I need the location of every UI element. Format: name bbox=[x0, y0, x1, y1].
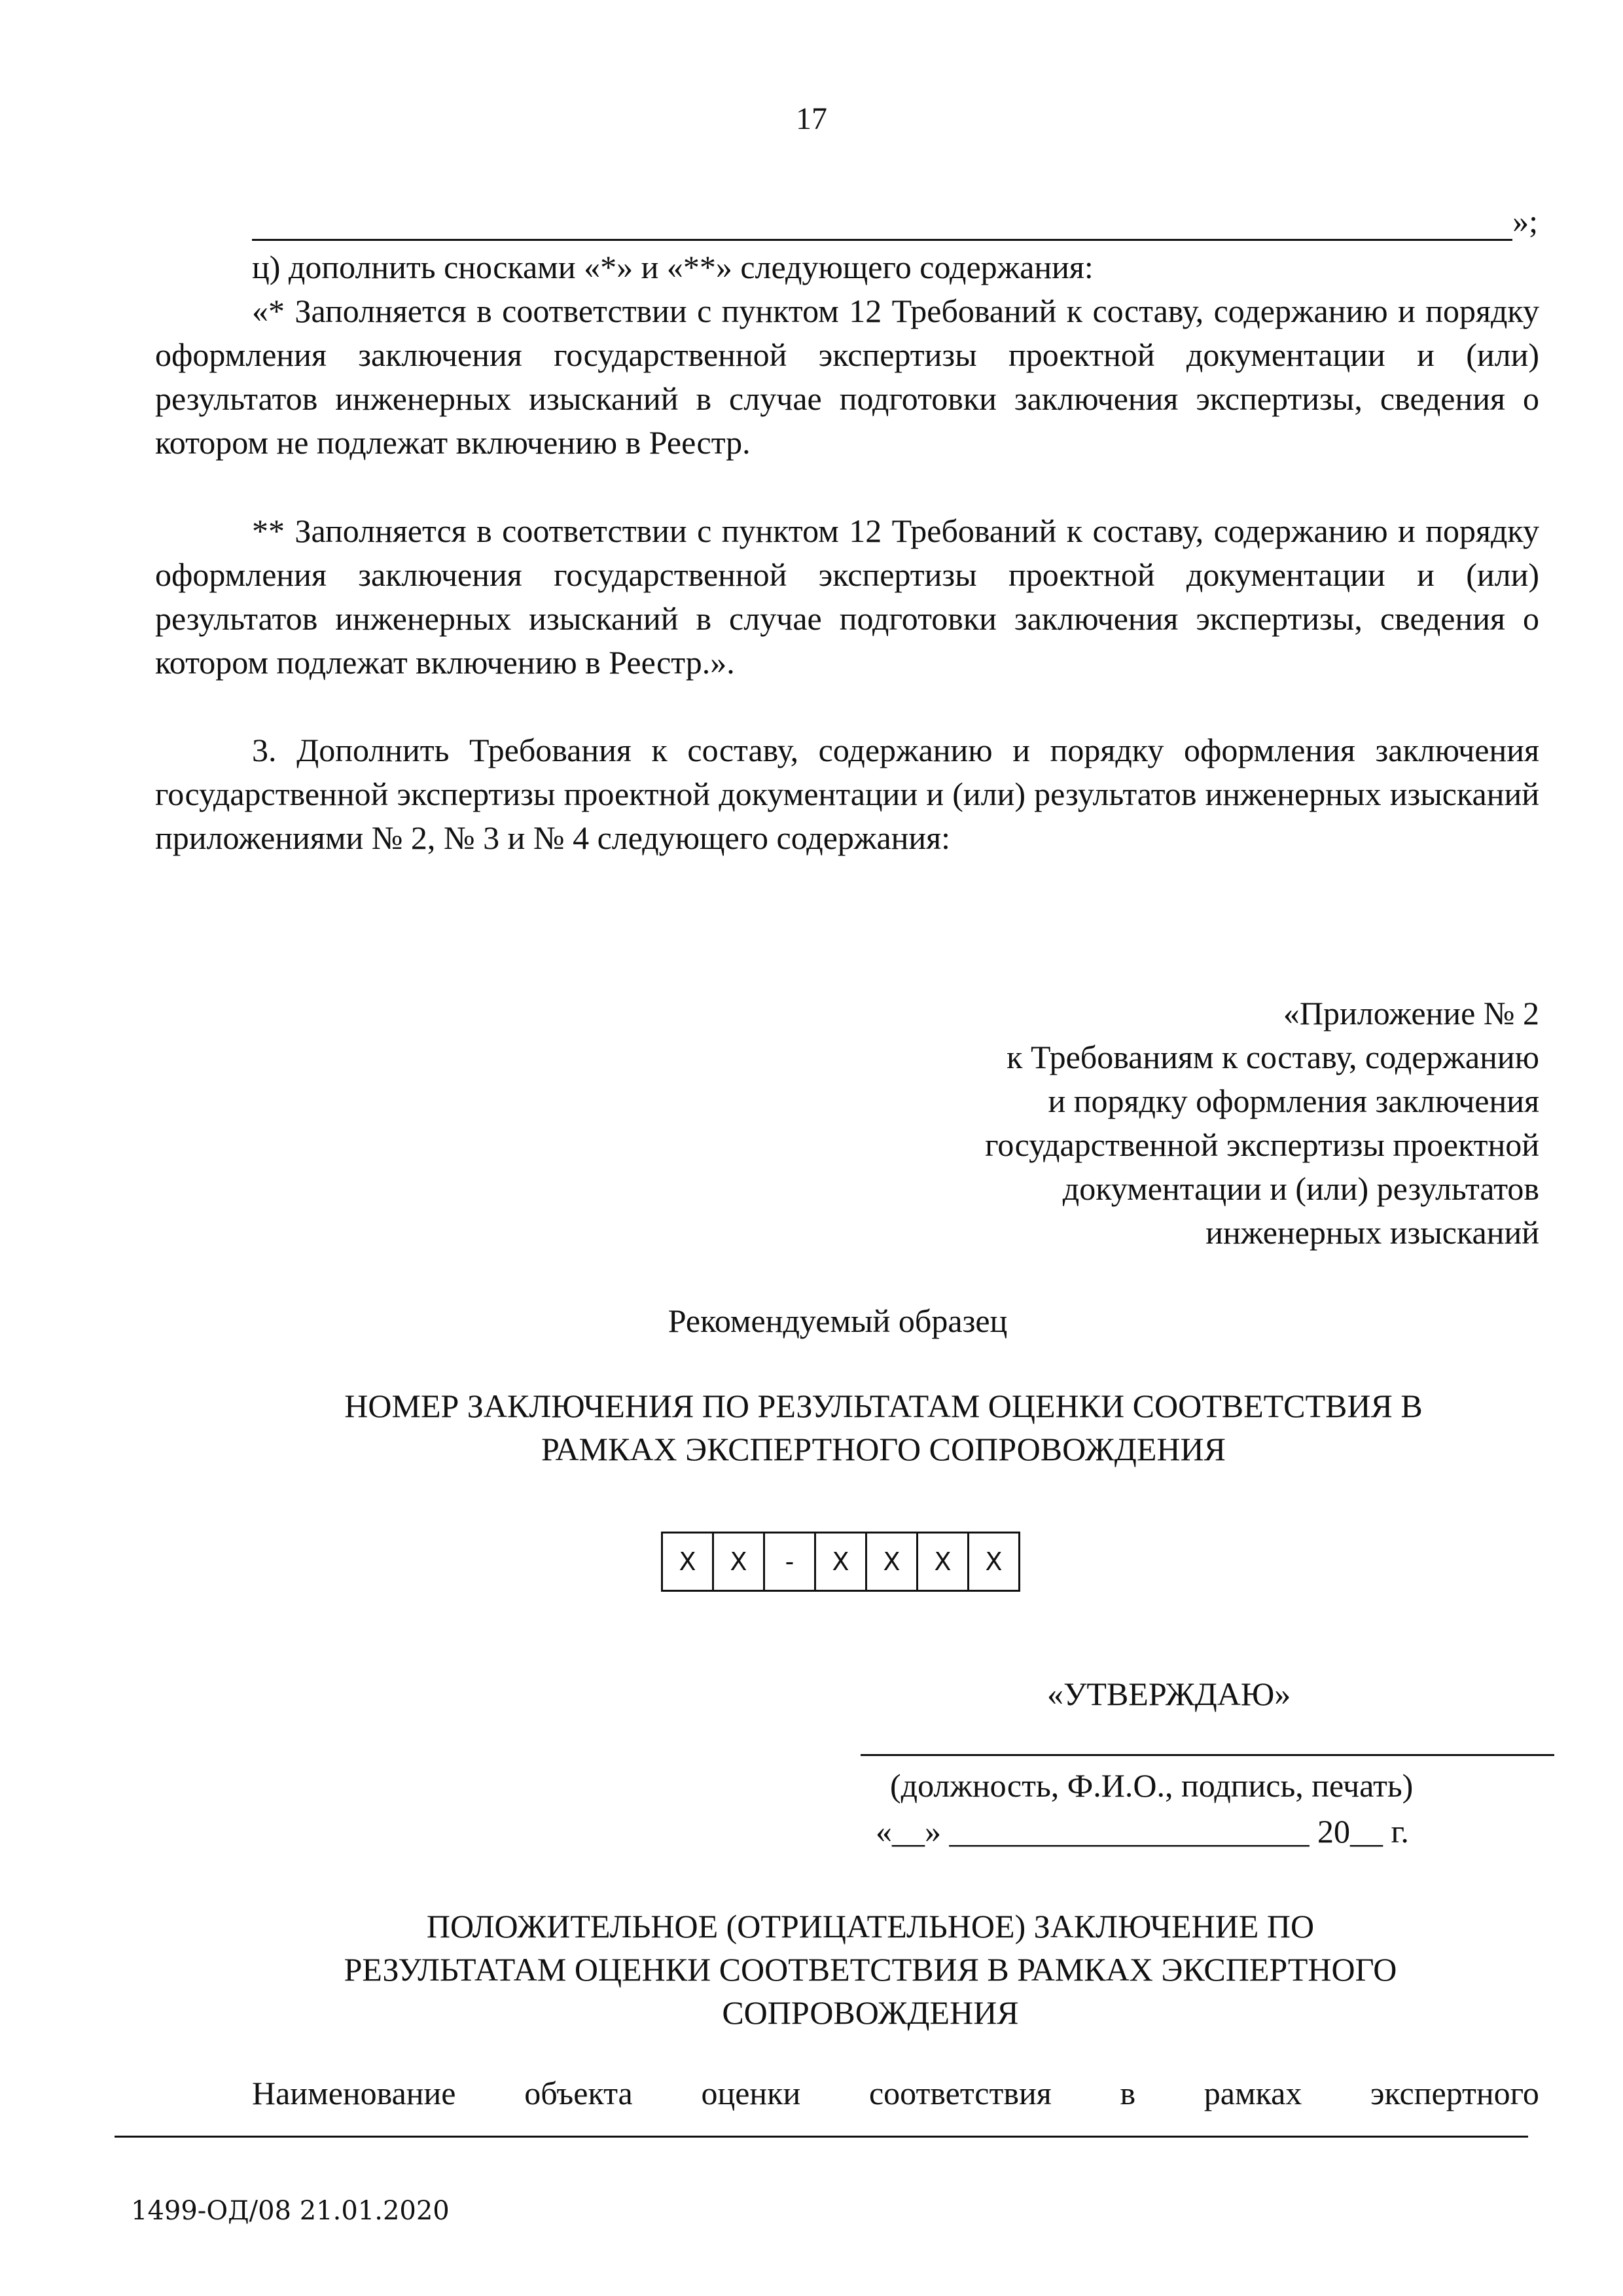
approve-signature-line bbox=[861, 1754, 1554, 1756]
sample-label: Рекомендуемый образец bbox=[668, 1302, 1008, 1339]
page-number: 17 bbox=[796, 101, 827, 136]
conclusion-title-line: РЕЗУЛЬТАТАМ ОЦЕНКИ СООТВЕТСТВИЯ В РАМКАХ ЭКСПЕРТНОГО bbox=[344, 1951, 1397, 1988]
object-word: оценки bbox=[701, 2075, 801, 2111]
object-word: экспертного bbox=[1370, 2075, 1539, 2111]
object-word: соответствия bbox=[868, 2075, 1052, 2111]
approve-hint: (должность, Ф.И.О., подпись, печать) bbox=[890, 1767, 1414, 1804]
paragraph-item-3: 3. Дополнить Требования к составу, содержанию и порядку оформления заключения государственной экспертизы проектной документации и (или) результатов инженерных изысканий приложениями № 2, № 3 и № 4 следующего содержания: bbox=[155, 732, 1539, 856]
paragraph-footnote-intro: ц) дополнить сносками «*» и «**» следующего содержания: bbox=[252, 249, 1094, 285]
appendix-line: «Приложение № 2 bbox=[1283, 995, 1539, 1031]
code-cell: X bbox=[867, 1534, 918, 1590]
appendix-line: и порядку оформления заключения bbox=[1048, 1083, 1539, 1119]
appendix-header bbox=[819, 992, 1539, 1255]
ended-line-tail: »; bbox=[1512, 203, 1538, 240]
conclusion-title-line: СОПРОВОЖДЕНИЯ bbox=[722, 1994, 1019, 2031]
object-word: Наименование bbox=[252, 2075, 456, 2111]
conclusion-title-line: ПОЛОЖИТЕЛЬНОЕ (ОТРИЦАТЕЛЬНОЕ) ЗАКЛЮЧЕНИЕ ПО bbox=[426, 1908, 1315, 1945]
appendix-line: документации и (или) результатов bbox=[1062, 1170, 1539, 1207]
appendix-line: государственной экспертизы проектной bbox=[985, 1126, 1539, 1163]
code-cell: X bbox=[985, 1547, 1003, 1576]
footer-document-id: 1499-ОД/08 21.01.2020 bbox=[131, 2196, 450, 2226]
conclusion-title bbox=[183, 1905, 1558, 2034]
paragraph-footnote-2: ** Заполняется в соответствии с пунктом 12 Требований к составу, содержанию и порядку оформления заключения государственной экспертизы проектной документации и (или) результатов инженерных изысканий в случае подготовки заключения экспертизы, сведения о котором подлежат включению в Реестр.». bbox=[155, 512, 1539, 681]
code-cell: X bbox=[714, 1534, 765, 1590]
ended-line bbox=[252, 202, 1538, 241]
approve-label: «УТВЕРЖДАЮ» bbox=[1047, 1676, 1291, 1712]
code-cell: - bbox=[765, 1534, 816, 1590]
ended-line-rule bbox=[252, 206, 1512, 241]
appendix-line: к Требованиям к составу, содержанию bbox=[1007, 1039, 1539, 1075]
code-cell: X bbox=[918, 1534, 969, 1590]
conclusion-number-code-box bbox=[661, 1532, 1020, 1592]
paragraph-footnote-1: «* Заполняется в соответствии с пунктом 12 Требований к составу, содержанию и порядку оформления заключения государственной экспертизы проектной документации и (или) результатов инженерных изысканий в случае подготовки заключения экспертизы, сведения о котором не подлежат включению в Реестр. bbox=[155, 293, 1539, 461]
number-title bbox=[196, 1384, 1571, 1471]
code-cell: X bbox=[663, 1534, 714, 1590]
approve-date: «__» ______________________ 20__ г. bbox=[876, 1813, 1409, 1850]
footer-rule bbox=[115, 2136, 1528, 2138]
code-cell: X bbox=[816, 1534, 867, 1590]
number-title-line: РАМКАХ ЭКСПЕРТНОГО СОПРОВОЖДЕНИЯ bbox=[541, 1431, 1226, 1467]
appendix-line: инженерных изысканий bbox=[1205, 1214, 1539, 1251]
number-title-line: НОМЕР ЗАКЛЮЧЕНИЯ ПО РЕЗУЛЬТАТАМ ОЦЕНКИ СООТВЕТСТВИЯ В bbox=[344, 1388, 1423, 1424]
object-word: в bbox=[1120, 2075, 1136, 2111]
object-word: объекта bbox=[524, 2075, 633, 2111]
object-name-line bbox=[252, 2072, 1539, 2115]
object-word: рамках bbox=[1204, 2075, 1302, 2111]
